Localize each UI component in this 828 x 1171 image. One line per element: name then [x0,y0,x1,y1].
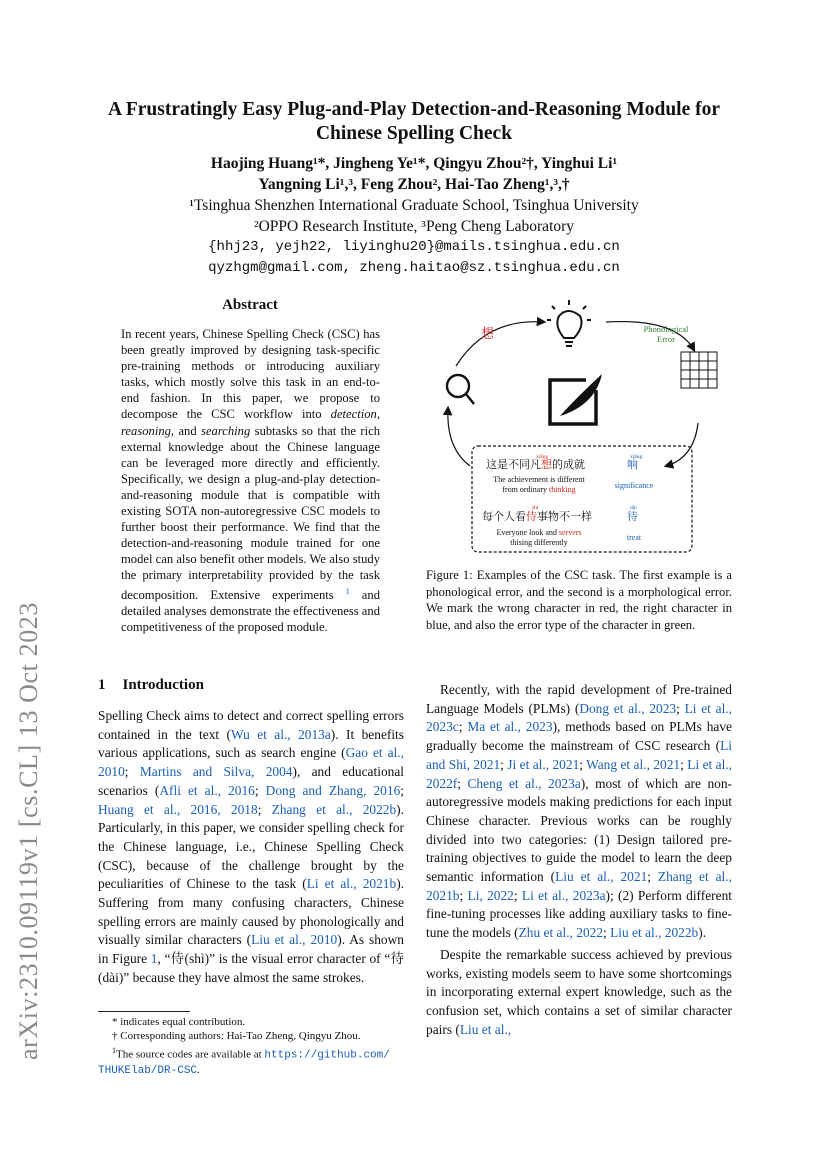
section-title: Introduction [122,677,204,693]
figure-caption: Figure 1: Examples of the CSC task. The first example is a phonological error, and the second is a morphological error. We mark the wrong character in red, the right character in blue, and also the error type of the character in green. [426,568,732,632]
abstract-body [121,326,380,635]
ex2-sentence: 每个人看侍事物不一样 [482,510,592,523]
citation-link[interactable]: Martins and Silva, 2004 [139,764,293,780]
citation-link[interactable]: Dong and Zhang, 2016 [265,782,401,798]
footnotes [98,1015,404,1078]
figure-1 [426,298,732,560]
section-number: 1 [98,677,106,693]
citation-link[interactable]: Li et al., 2023a [521,887,606,903]
abstract-term-reasoning: reasoning [121,423,171,438]
figure-1-svg [426,298,732,560]
author-block [60,153,768,279]
abstract-term-detection: detection [330,407,377,422]
ex2-correct-char: 待 [627,510,638,523]
ex1-wrong-pinyin: xiǎng [536,454,549,460]
intro-right-column [426,681,732,1039]
title-line-2: Chinese Spelling Check [315,123,513,144]
author-names-1: Haojing Huang¹*, Jingheng Ye¹*, Qingyu Zhou²†, Yinghui Li¹ [210,155,618,172]
citation-link[interactable]: Afli et al., 2016 [159,782,255,798]
citation-link[interactable]: Zhu et al., 2022 [518,925,604,941]
citation-link[interactable]: Huang et al., 2016, 2018 [98,801,258,817]
abstract-sep: , [376,407,380,422]
intro-paragraph-2: Recently, with the rapid development of Pre-trained Language Models (PLMs) (Dong et al., 2023; Li et al., 2023c; Ma et al., 2023), methods based on PLMs have gradually become the mainstream of CSC research (Li and Shi, 2021; Ji et al., 2021; Wang et al., 2021; Li et al., 2022f; Cheng et al., 2023a), most of which are non-autoregressive models making predictions for each input Chinese character. Previous works can be roughly divided into two categories: (1) Design tailored pre-training objectives to guide the model to learn the deep semantic information (Liu et al., 2021; Zhang et al., 2021b; Li, 2022; Li et al., 2023a); (2) Perform different fine-tuning processes like adding auxiliary tasks to fine-tune the models (Zhu et al., 2022; Liu et al., 2022b). [426,682,733,941]
footnote-equal-contribution: * indicates equal contribution. [112,1016,246,1028]
author-names-2: Yangning Li¹,³, Feng Zhou², Hai-Tao Zheng¹,³,† [258,176,570,193]
abstract-text-3: and detailed analyses demonstrate the effectiveness and competitiveness of the proposed module. [121,587,380,634]
footnote-source-code: $^1$The source codes are available at https://github.com/ [112,1045,390,1062]
abstract-sep: , and [170,423,202,438]
ex1-correct-char: 响 [627,458,638,471]
arxiv-stamp: arXiv:2310.09119v1 [cs.CL] 13 Oct 2023 [14,602,43,1060]
ex1-translation-2: from ordinary thinking [502,485,576,494]
affiliation-1: ¹Tsinghua Shenzhen International Graduate School, Tsinghua University [189,197,639,214]
ex1-sentence: 这是不同凡想的成就 [486,458,585,471]
citation-link[interactable]: Zhang et al., 2021b [426,869,732,903]
ex2-meaning: treat [626,533,642,542]
citation-link[interactable]: Li and Shi, 2021 [426,738,732,772]
figure-ref-link[interactable]: 1 [150,951,158,967]
note-feather-icon [550,374,602,424]
citation-link[interactable]: Li et al., 2023c [426,700,732,735]
title-line-1: A Frustratingly Easy Plug-and-Play Detection-and-Reasoning Module for [107,99,721,120]
source-code-link[interactable]: https://github.com/ [264,1049,390,1062]
citation-link[interactable]: Liu et al., 2022b [610,925,699,941]
abstract-heading: Abstract [222,297,278,313]
footnote-source-code-cont: THUKElab/DR-CSC. [98,1063,200,1077]
ex1-translation-1: The achievement is different [493,475,585,484]
ex1-meaning: significance [614,481,654,490]
citation-link[interactable]: Liu et al., [459,1021,512,1037]
ex2-translation-2: thising differently [510,538,568,547]
figure-top-char: 想 [481,327,495,342]
arrow-examples-to-search [448,408,470,466]
ex2-translation-1: Everyone look and servers [496,528,582,537]
footnote-divider [98,1011,190,1012]
citation-link[interactable]: Zhang et al., 2022b [271,801,397,817]
citation-link[interactable]: Li, 2022 [467,887,514,903]
citation-link[interactable]: Li et al., 2022f [426,756,733,791]
footnote-corresponding: † Corresponding authors: Hai-Tao Zheng, Qingyu Zhou. [112,1030,361,1043]
citation-link[interactable]: Ji et al., 2021 [507,756,580,772]
footnote-ref-1[interactable]: 1 [345,586,350,596]
citation-link[interactable]: Cheng et al., 2023a [467,775,581,791]
section-heading-introduction [98,677,204,694]
author-emails-2: qyzhgm@gmail.com, zheng.haitao@sz.tsinghua.edu.cn [208,260,620,276]
intro-paragraph-1: Spelling Check aims to detect and correct spelling errors contained in the text (Wu et al., 2013a). It benefits various applications, such as search engine (Gao et al., 2010; Martins and Silva, 2004), and educational scenarios (Afli et al., 2016; Dong and Zhang, 2016; Huang et al., 2016, 2018; Zhang et al., 2022b). Particularly, in this paper, we consider spelling check for the Chinese language, i.e., Chinese Spelling Check (CSC), because of the challenge brought by the peculiarities of Chinese to the task (Li et al., 2021b). Suffering from many confusing characters, Chinese spelling errors are mainly caused by phonologically and visually similar characters (Liu et al., 2010). As shown in Figure 1, “侍(shì)” is the visual error character of “待(dài)” because they have almost the same strokes. [98,708,404,985]
citation-link[interactable]: Li et al., 2021b [306,876,397,892]
error-label: Error [657,334,675,344]
ex1-correct-pinyin: xiǎng [630,454,643,460]
citation-link[interactable]: Wang et al., 2021 [586,756,681,772]
abstract-text-1: In recent years, Chinese Spelling Check (CSC) has been greatly improved by designing task-specific pre-training methods or introducing auxiliary tasks, which mostly solve this task in an end-to-end fashion. In this paper, we propose to decompose the CSC workflow into [121,327,380,422]
arrow-grid-to-examples [666,423,698,466]
grid-icon [681,352,717,388]
intro-left-column [98,707,404,988]
abstract-term-searching: searching [201,423,251,438]
citation-link[interactable]: Wu et al., 2013a [231,726,331,742]
citation-link[interactable]: Liu et al., 2010 [251,932,338,948]
citation-link[interactable]: Dong et al., 2023 [579,700,677,716]
affiliation-2: ²OPPO Research Institute, ³Peng Cheng Laboratory [253,218,575,235]
source-code-link-cont[interactable]: THUKElab/DR-CSC [98,1064,198,1077]
lightbulb-icon [547,300,591,346]
abstract-text-2: subtasks so that the rich external knowledge about the Chinese language can be leveraged more directly and efficiently. Specifically, we design a plug-and-play detection-and-reasoning module that is compatible with existing SOTA non-autoregressive CSC models to further boost their performance. We find that the detection-and-reasoning module trained for one model can also benefit other models. We also study the primary interpretability provided by the task decomposition. Extensive experiments [121,423,380,602]
ex2-wrong-pinyin: shì [532,505,539,511]
citation-link[interactable]: Gao et al., 2010 [98,745,404,780]
paper-title [60,98,768,146]
phonological-label: Phonological [643,324,689,334]
author-emails-1: {hhj23, yejh22, liyinghu20}@mails.tsinghua.edu.cn [208,239,620,255]
citation-link[interactable]: Liu et al., 2021 [555,869,648,885]
citation-link[interactable]: Ma et al., 2023 [467,719,553,735]
arrow-search-to-idea [456,322,544,366]
ex2-correct-pinyin: dài [630,505,637,511]
search-icon [447,375,474,404]
intro-paragraph-3: Despite the remarkable success achieved by previous works, existing models seem to have some shortcomings in incorporating external expert knowledge, such as the confusion set, which contains a set of similar character pairs (Liu et al., [426,946,732,1037]
